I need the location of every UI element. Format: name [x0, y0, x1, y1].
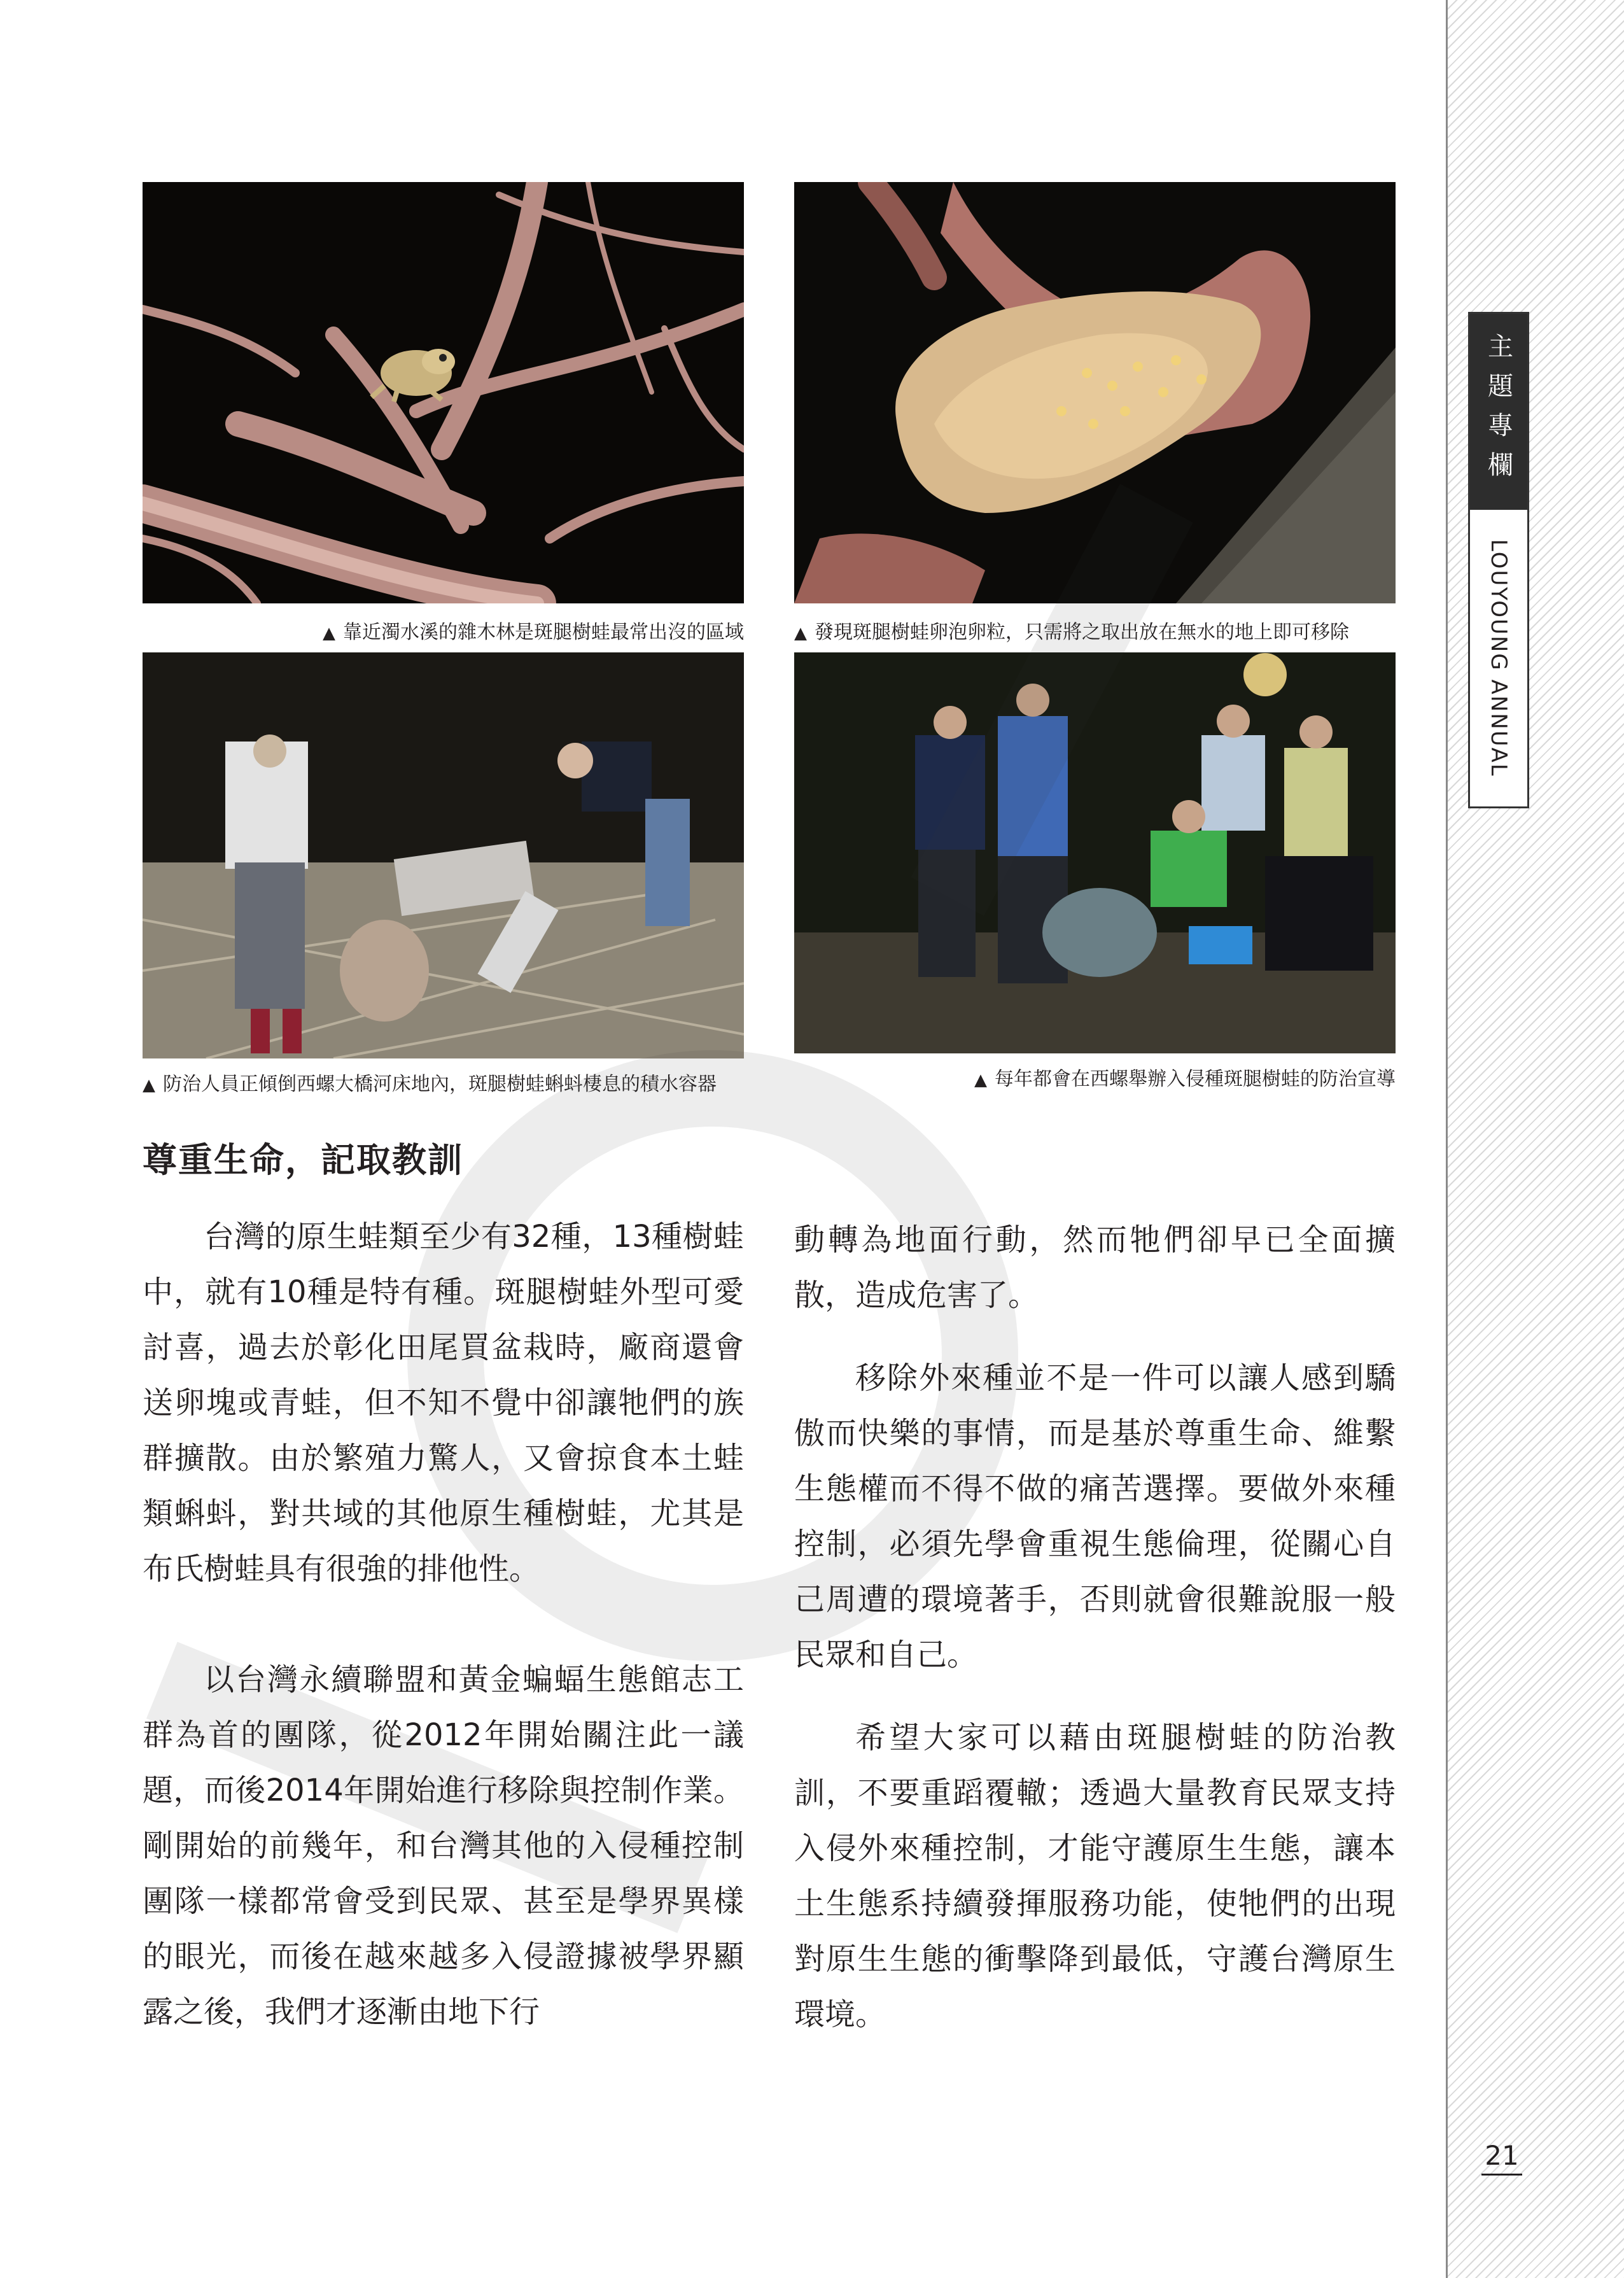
- paragraph: 台灣的原生蛙類至少有32種，13種樹蛙中，就有10種是特有種。斑腿樹蛙外型可愛討喜，過去於彰化田尾買盆栽時，廠商還會送卵塊或青蛙，但不知不覺中卻讓牠們的族群擴散。由於繁殖力驚人，又會掠食本土蛙類蝌蚪，對共域的其他原生種樹蛙，尤其是布氏樹蛙具有很強的排他性。: [143, 1219, 744, 1587]
- photo-night-outreach-group: [794, 652, 1396, 1053]
- caption-text: 每年都會在西螺舉辦入侵種斑腿樹蛙的防治宣導: [995, 1068, 1396, 1090]
- outreach-illustration: [794, 652, 1396, 1053]
- caption-marker-icon: ▲: [974, 1071, 987, 1090]
- frog-branch-illustration: [143, 182, 744, 603]
- worker-left: [225, 735, 308, 1053]
- caption-text: 靠近濁水溪的雜木林是斑腿樹蛙最常出沒的區域: [343, 621, 744, 643]
- paragraph: 動轉為地面行動，然而牠們卻早已全面擴散，造成危害了。: [794, 1222, 1396, 1313]
- photo-workers-dumping-containers: [143, 652, 744, 1058]
- photo-caption: [323, 616, 744, 644]
- caption-marker-icon: ▲: [143, 1076, 155, 1095]
- caption-marker-icon: ▲: [323, 624, 335, 643]
- paragraph: 移除外來種並不是一件可以讓人感到驕傲而快樂的事情，而是基於尊重生命、維繫生態權而不得不做的痛苦選擇。要做外來種控制，必須先學會重視生態倫理，從關心自己周遭的環境著手，否則就會很難說服一般民眾和自己。: [794, 1360, 1396, 1673]
- article-right-column: [794, 1213, 1396, 2042]
- section-tab: [1468, 312, 1529, 808]
- photo-frog-on-branch: [143, 182, 744, 603]
- photo-caption: [974, 1063, 1396, 1091]
- caption-text: 發現斑腿樹蛙卵泡卵粒，只需將之取出放在無水的地上即可移除: [815, 621, 1349, 643]
- section-tab-category: [1470, 314, 1527, 510]
- caption-text: 防治人員正傾倒西螺大橋河床地內，斑腿樹蛙蝌蚪棲息的積水容器: [163, 1073, 717, 1095]
- publication-name: LOUYOUNG ANNUAL: [1486, 539, 1511, 777]
- page-number: 21: [1481, 2140, 1522, 2176]
- workers-illustration: [143, 652, 744, 1058]
- paragraph: 希望大家可以藉由斑腿樹蛙的防治教訓，不要重蹈覆轍；透過大量教育民眾支持入侵外來種控制，才能守護原生生態，讓本土生態系持續發揮服務功能，使牠們的出現對原生生態的衝擊降到最低，守護台灣原生環境。: [794, 1720, 1396, 2032]
- article-left-column: [143, 1209, 744, 2040]
- caption-marker-icon: ▲: [794, 624, 807, 643]
- paragraph: 以台灣永續聯盟和黃金蝙蝠生態館志工群為首的團隊，從2012年開始關注此一議題，而後2014年開始進行移除與控制作業。剛開始的前幾年，和台灣其他的入侵種控制團隊一樣都常會受到民眾、甚至是學界異樣的眼光，而後在越來越多入侵證據被學界顯露之後，我們才逐漸由地下行: [143, 1662, 744, 2030]
- category-label: 主題專欄: [1483, 333, 1513, 491]
- section-heading: 尊重生命，記取教訓: [143, 1140, 463, 1180]
- section-tab-publication: [1470, 510, 1527, 806]
